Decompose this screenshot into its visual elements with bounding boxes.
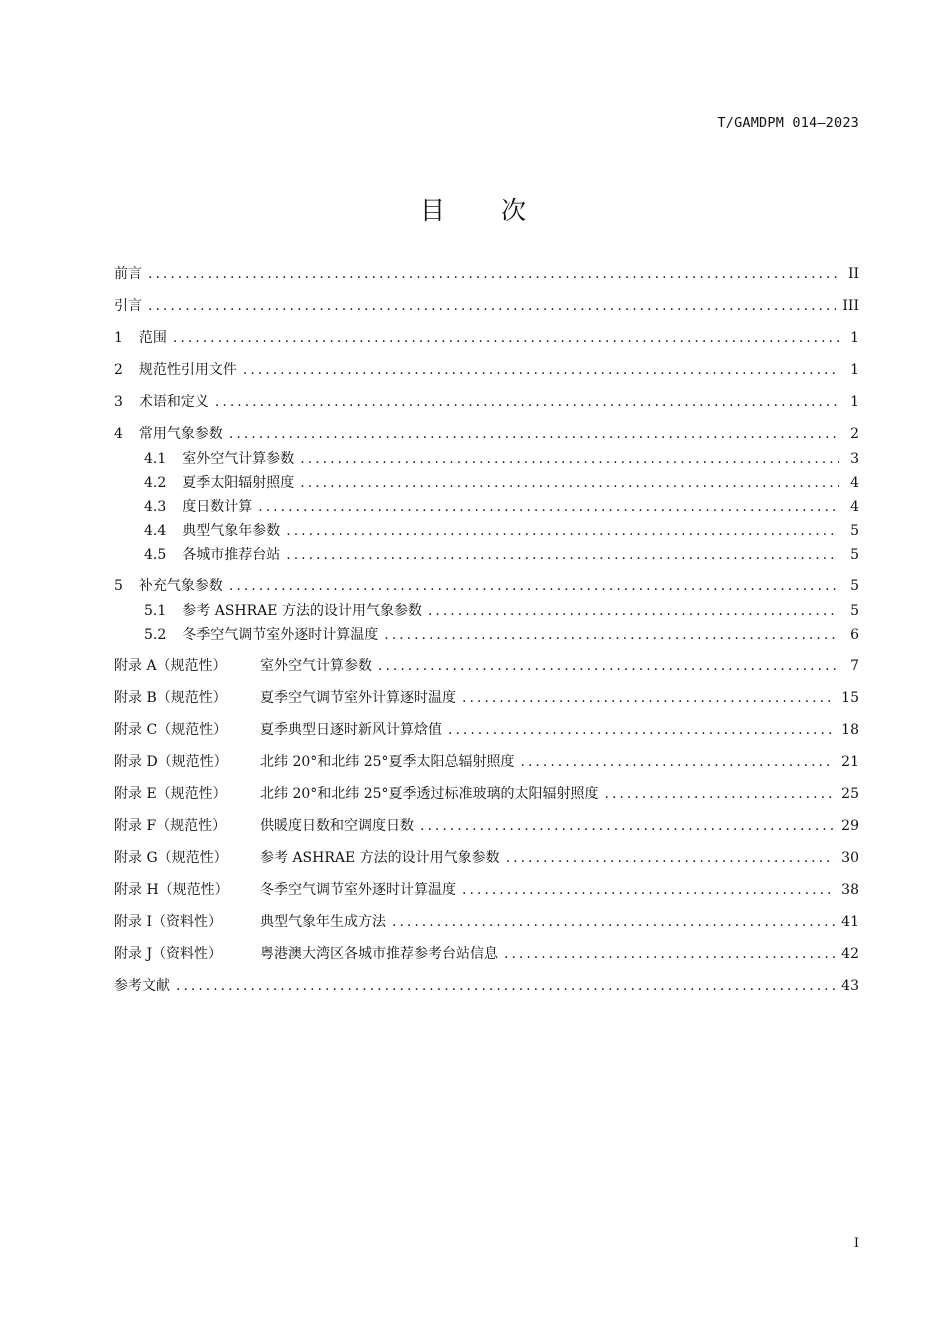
appendix-id: 附录 I（资料性） [114,914,222,930]
toc-page: 5 [850,603,859,619]
toc-page: 25 [841,786,859,802]
appendix-id: 附录 A（规范性） [114,658,227,674]
toc-number: 5.1 [144,603,167,619]
toc-appendix-entry[interactable] [114,720,859,740]
toc-subentry[interactable] [114,449,859,469]
document-code: T/GAMDPM 014—2023 [717,115,859,131]
toc-page: 2 [850,426,859,442]
toc-leader-dots [229,576,839,596]
toc-appendix-entry[interactable] [114,912,859,932]
toc-leader-dots [243,360,839,380]
toc-page: II [847,266,859,282]
toc-leader-dots [300,473,839,493]
toc-label: 粤港澳大湾区各城市推荐参考台站信息 [260,946,498,962]
toc-number: 4.5 [144,547,167,563]
toc-label: 供暖度日数和空调度日数 [260,818,414,834]
toc-page: 18 [841,722,859,738]
toc-subentry[interactable] [114,497,859,517]
toc-number: 2 [114,362,123,378]
toc-entry[interactable] [114,328,859,348]
toc-appendix-entry[interactable] [114,816,859,836]
toc-leader-dots [605,784,836,804]
page-number: I [853,1236,859,1251]
toc-page: 41 [841,914,859,930]
toc-label: 参考 ASHRAE 方法的设计用气象参数 [182,603,422,619]
toc-label: 北纬 20°和北纬 25°夏季太阳总辐射照度 [260,754,515,770]
toc-entry[interactable] [114,360,859,380]
toc-appendix-entry[interactable] [114,656,859,676]
toc-subentry[interactable] [114,473,859,493]
toc-page: 21 [841,754,859,770]
toc-leader-dots [378,656,839,676]
toc-subentry[interactable] [114,521,859,541]
toc-page: 4 [850,499,859,515]
toc-leader-dots [462,880,835,900]
toc-entry[interactable] [114,424,859,444]
toc-label: 范围 [138,330,167,346]
toc-page: 5 [850,547,859,563]
toc-leader-dots [504,944,835,964]
toc-label: 冬季空气调节室外逐时计算温度 [260,882,456,898]
toc-page: 5 [850,523,859,539]
toc-leader-dots [258,497,839,517]
toc-page: 7 [850,658,859,674]
toc-page: 3 [850,451,859,467]
toc-subentry[interactable] [114,601,859,621]
appendix-id: 附录 C（规范性） [114,722,228,738]
appendix-id: 附录 J（资料性） [114,946,223,962]
toc-entry[interactable] [114,264,859,284]
toc-label: 补充气象参数 [138,578,223,594]
toc-subentry[interactable] [114,625,859,645]
toc-leader-dots [420,816,835,836]
toc-appendix-entry[interactable] [114,688,859,708]
toc-label: 典型气象年生成方法 [260,914,386,930]
toc-leader-dots [286,521,839,541]
toc-page: III [842,298,859,314]
toc-page: 38 [841,882,859,898]
toc-entry[interactable] [114,296,859,316]
title-char-1: 目 [419,196,449,225]
title-char-2: 次 [501,196,531,225]
toc-page: 43 [841,978,859,994]
toc-leader-dots [384,625,839,645]
toc-number: 4.3 [144,499,167,515]
toc-label: 夏季典型日逐时新风计算焓值 [260,722,442,738]
toc-leader-dots [148,264,839,284]
toc-page: 42 [841,946,859,962]
appendix-id: 附录 E（规范性） [114,786,227,802]
toc-number: 1 [114,330,123,346]
toc-number: 4.4 [144,523,167,539]
toc-label: 室外空气计算参数 [260,658,372,674]
toc-label: 度日数计算 [182,499,253,515]
toc-appendix-entry[interactable] [114,944,859,964]
toc-label: 夏季空气调节室外计算逐时温度 [260,690,456,706]
toc-leader-dots [521,752,836,772]
toc-leader-dots [300,449,839,469]
appendix-id: 附录 B（规范性） [114,690,227,706]
toc-page: 6 [850,627,859,643]
toc-appendix-entry[interactable] [114,880,859,900]
appendix-id: 附录 H（规范性） [114,882,229,898]
toc-leader-dots [506,848,835,868]
toc-label: 参考 ASHRAE 方法的设计用气象参数 [260,850,500,866]
toc-page: 1 [850,394,859,410]
toc-entry[interactable] [114,392,859,412]
toc-label: 规范性引用文件 [138,362,237,378]
toc-entry[interactable] [114,576,859,596]
toc-page: 5 [850,578,859,594]
toc-number: 4.1 [144,451,167,467]
toc-leader-dots [148,296,836,316]
toc-label: 前言 [114,266,142,282]
toc-leader-dots [448,720,835,740]
toc-leader-dots [392,912,835,932]
toc-number: 4 [114,426,123,442]
page-title [0,191,950,227]
toc-label: 常用气象参数 [138,426,223,442]
toc-leader-dots [462,688,835,708]
toc-page: 29 [841,818,859,834]
toc-leader-dots [173,328,839,348]
toc-label: 引言 [114,298,142,314]
toc-entry[interactable] [114,976,859,996]
toc-appendix-entry[interactable] [114,752,859,772]
toc-page: 1 [850,362,859,378]
toc-subentry[interactable] [114,545,859,565]
toc-label: 术语和定义 [138,394,209,410]
toc-page: 4 [850,475,859,491]
toc-label: 北纬 20°和北纬 25°夏季透过标准玻璃的太阳辐射照度 [260,786,599,802]
toc-number: 4.2 [144,475,167,491]
toc-leader-dots [229,424,839,444]
toc-label: 各城市推荐台站 [182,547,281,563]
toc-leader-dots [176,976,835,996]
toc-leader-dots [286,545,839,565]
toc-number: 5.2 [144,627,167,643]
toc-label: 室外空气计算参数 [182,451,295,467]
toc-label: 夏季太阳辐射照度 [182,475,295,491]
toc-label: 参考文献 [114,978,170,994]
toc-number: 5 [114,578,123,594]
appendix-id: 附录 F（规范性） [114,818,227,834]
toc-page: 30 [841,850,859,866]
toc-page: 1 [850,330,859,346]
toc-leader-dots [428,601,839,621]
toc-appendix-entry[interactable] [114,848,859,868]
appendix-id: 附录 G（规范性） [114,850,228,866]
toc-page: 15 [841,690,859,706]
appendix-id: 附录 D（规范性） [114,754,228,770]
toc-label: 典型气象年参数 [182,523,281,539]
toc-appendix-entry[interactable] [114,784,859,804]
toc-label: 冬季空气调节室外逐时计算温度 [182,627,379,643]
toc-leader-dots [215,392,839,412]
toc-number: 3 [114,394,123,410]
